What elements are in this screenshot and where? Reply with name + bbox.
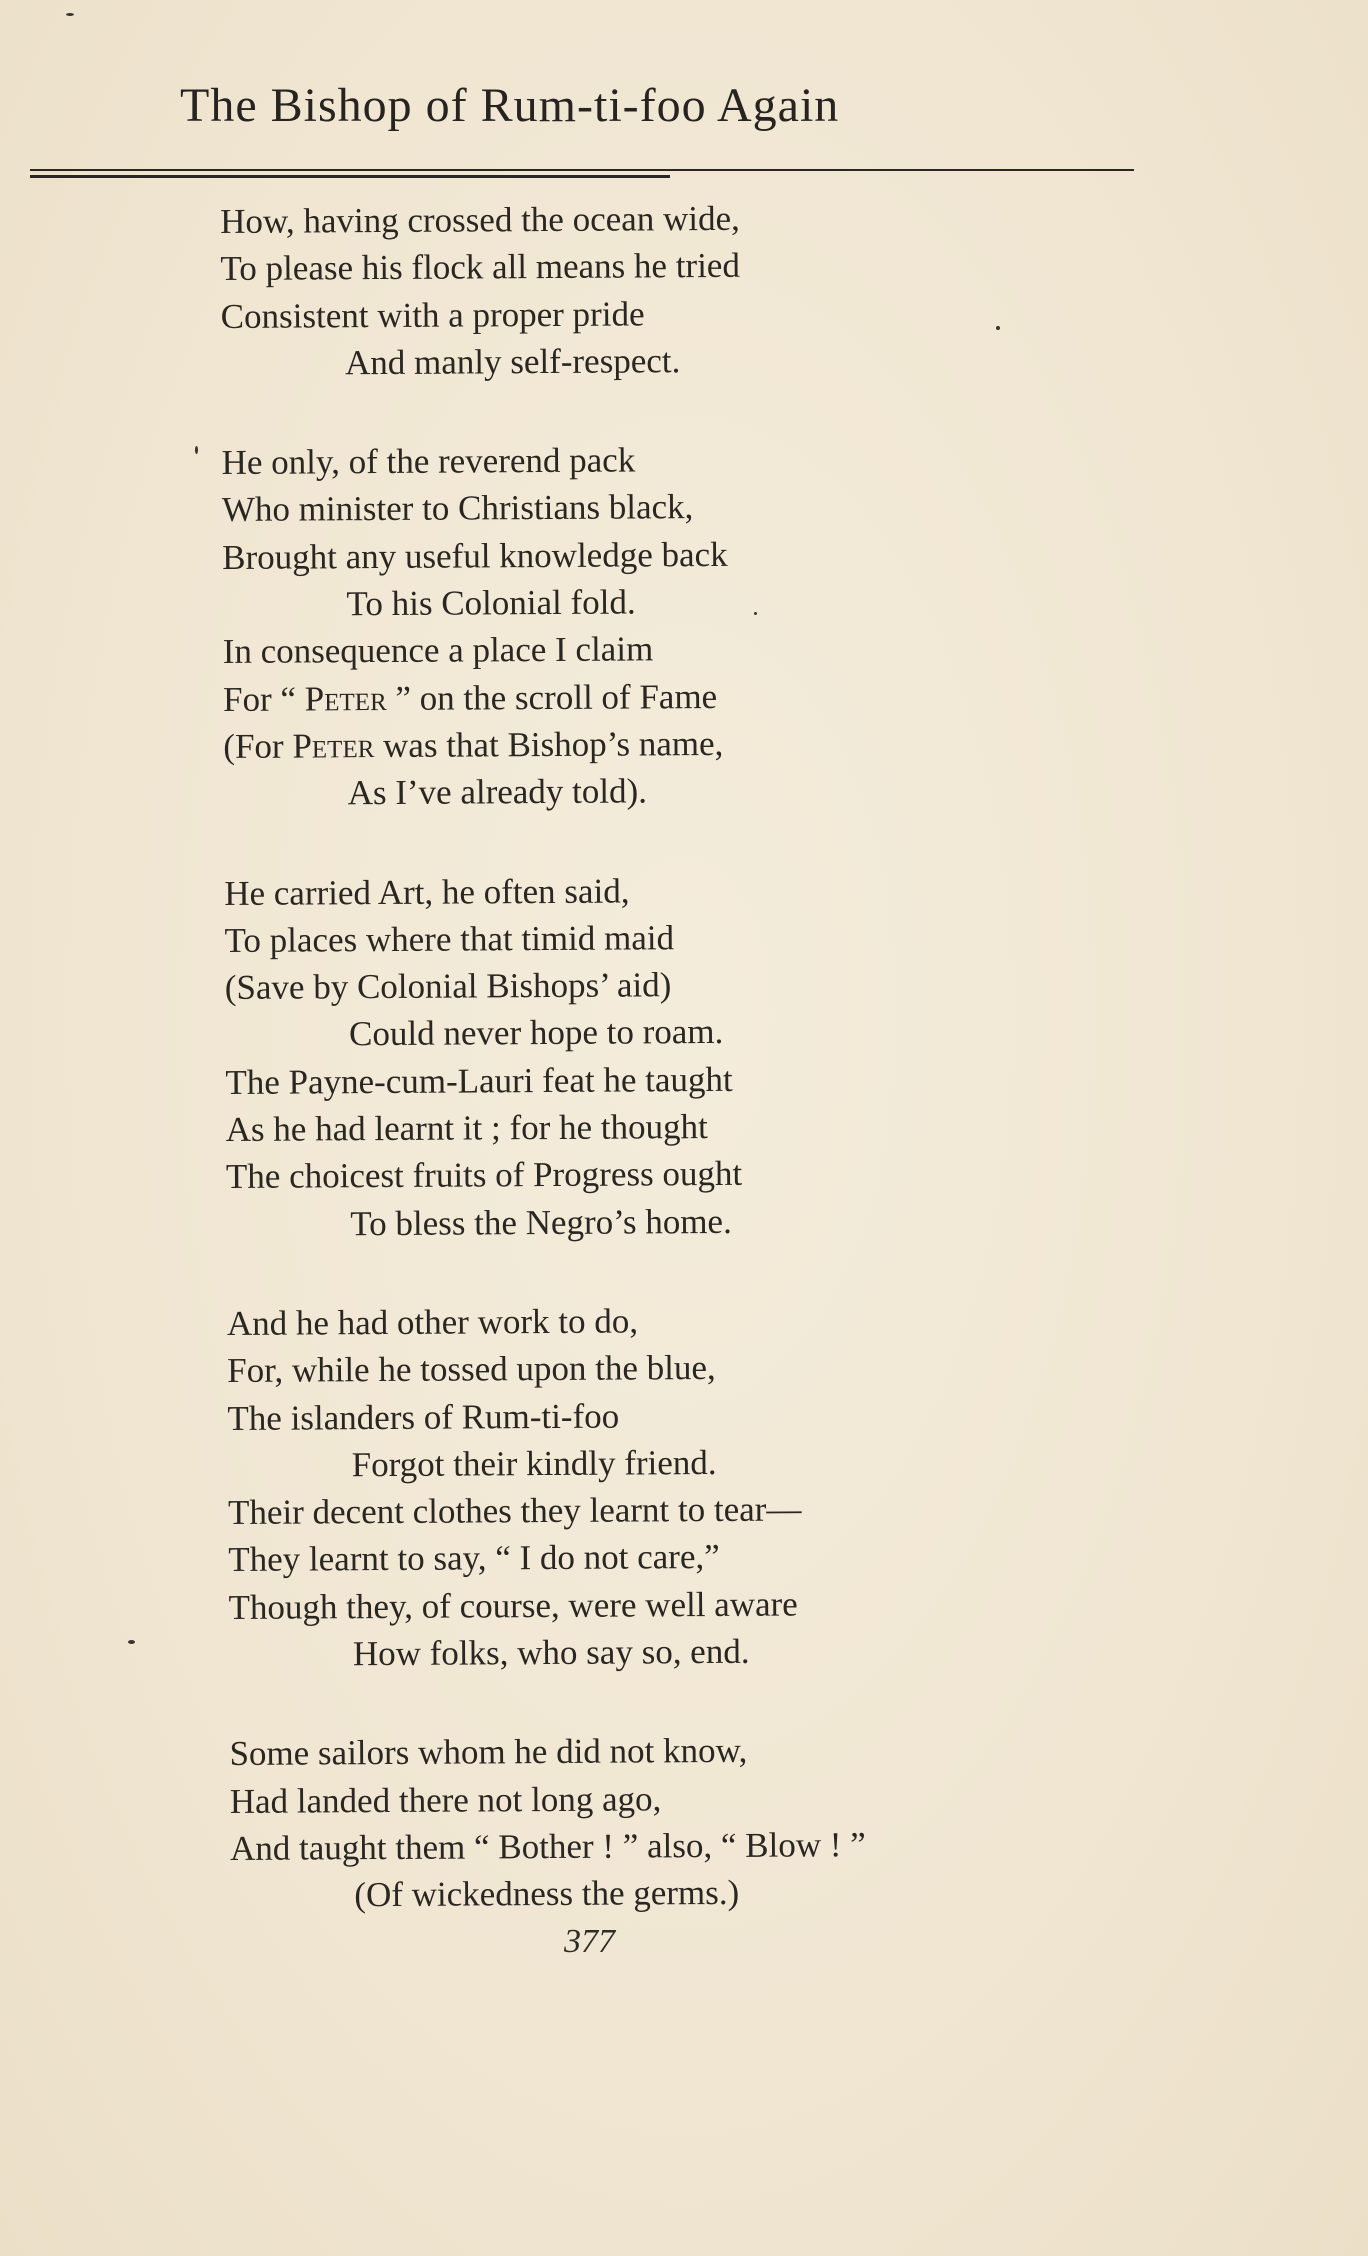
poem-line: Forgot their kindly friend.	[351, 1442, 717, 1485]
poem-stanza	[227, 1294, 1129, 1678]
header-rule	[30, 169, 1134, 171]
poem-line: Consistent with a proper pride	[220, 294, 645, 336]
poem-line: To his Colonial fold.	[346, 582, 636, 624]
poem-line: To please his flock all means he tried	[220, 246, 741, 289]
poem-line: Their decent clothes they learnt to tear—	[227, 1489, 802, 1533]
poem-line: To places where that timid maid	[224, 918, 675, 960]
poem-stanza	[220, 193, 1121, 388]
poem-line: And he had other work to do,	[226, 1301, 639, 1343]
poem-line: (For Peter was that Bishop’s name,	[223, 723, 724, 766]
poem-line: Who minister to Christians black,	[221, 487, 694, 530]
poem-line: The Payne-cum-Lauri feat he taught	[225, 1059, 733, 1102]
header-rule-thick	[30, 175, 670, 178]
poem-line: How, having crossed the ocean wide,	[220, 198, 740, 241]
poem-line: The islanders of Rum-ti-foo	[227, 1396, 620, 1438]
poem-stanza	[221, 434, 1123, 818]
page-number: 377	[564, 1923, 615, 1960]
poem-line: The choicest fruits of Progress ought	[225, 1154, 743, 1197]
poem-line: He only, of the reverend pack	[221, 440, 636, 483]
poem-line: As I’ve already told).	[347, 771, 648, 813]
poem-line: Had landed there not long ago,	[229, 1778, 662, 1821]
poem-line: And manly self-respect.	[344, 341, 681, 383]
poem-line: For “ Peter ” on the scroll of Fame	[222, 676, 718, 719]
poem-line: They learnt to say, “ I do not care,”	[228, 1537, 720, 1580]
poem-line: (Save by Colonial Bishops’ aid)	[224, 965, 672, 1008]
poem-line: As he had learnt it ; for he thought	[225, 1107, 708, 1150]
ink-speck	[195, 446, 198, 454]
poem-line: Brought any useful knowledge back	[222, 534, 728, 577]
poem-line: Could never hope to roam.	[348, 1012, 724, 1054]
poem-stanza	[229, 1725, 1130, 1920]
ink-speck	[996, 326, 1000, 330]
ink-speck	[66, 13, 74, 16]
poem-stanza	[224, 864, 1126, 1248]
poem-line: Though they, of course, were well aware	[228, 1584, 798, 1627]
running-head: The Bishop of Rum-ti-foo Again	[180, 79, 840, 132]
ink-speck	[128, 1640, 135, 1644]
poem-line: For, while he tossed upon the blue,	[227, 1348, 716, 1391]
ink-speck	[754, 612, 757, 615]
poem-body	[220, 193, 1131, 1972]
poem-line: To bless the Negro’s home.	[350, 1201, 732, 1243]
poem-line: And taught them “ Bother ! ” also, “ Blow ! ”	[229, 1824, 866, 1868]
poem-line: He carried Art, he often said,	[224, 871, 630, 913]
poem-line: Some sailors whom he did not know,	[229, 1731, 748, 1774]
poem-line: How folks, who say so, end.	[352, 1631, 750, 1674]
poem-line: (Of wickedness the germs.)	[354, 1873, 740, 1915]
poem-line: In consequence a place I claim	[222, 629, 654, 672]
